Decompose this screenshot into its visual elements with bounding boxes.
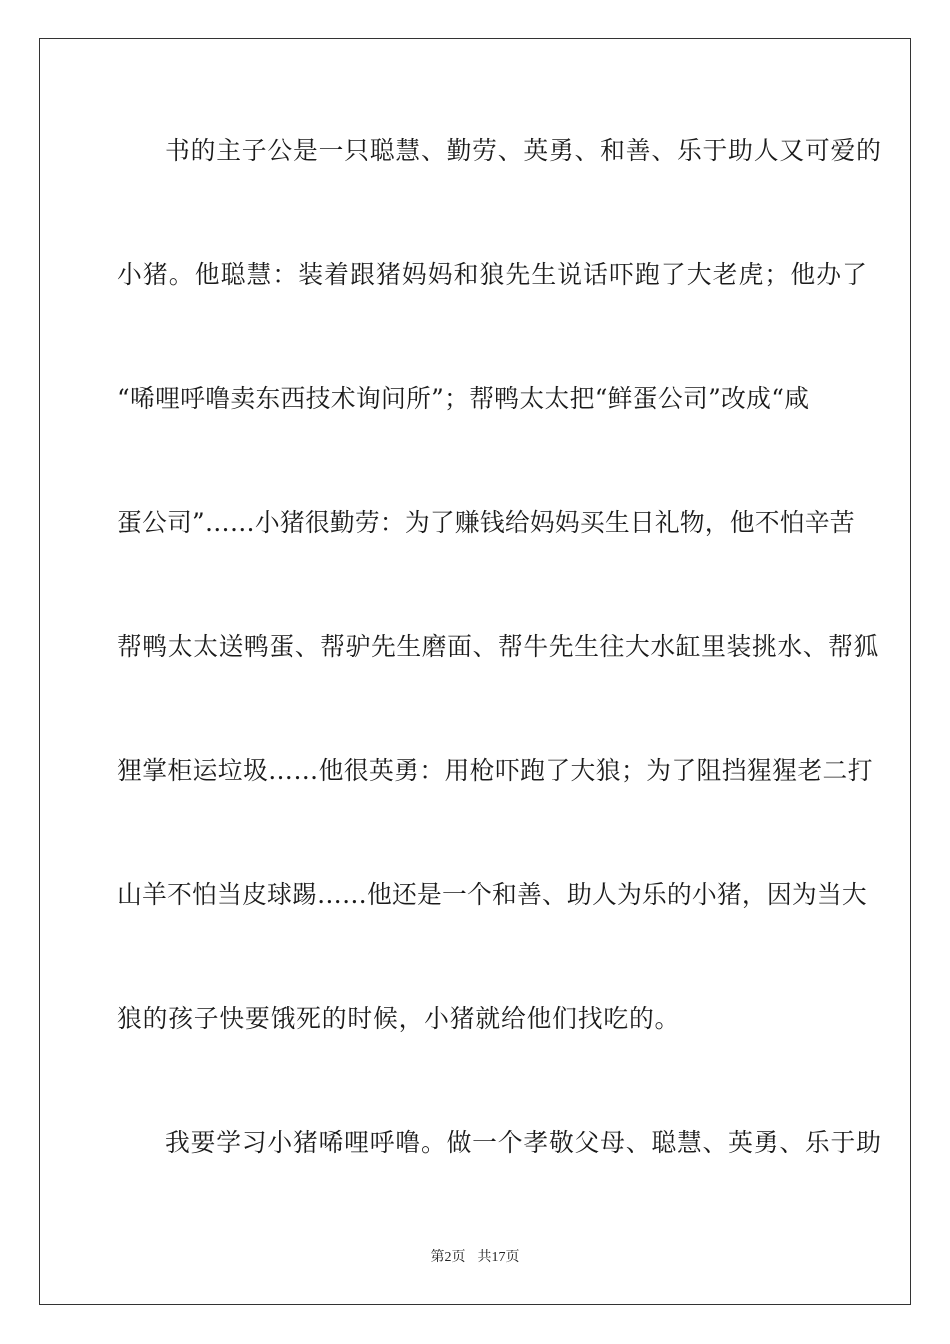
page-number: 第2页 [430, 1250, 466, 1265]
body-text-line-7: 山羊不怕当皮球踢……他还是一个和善、助人为乐的小猪，因为当大 [117, 880, 867, 909]
body-text-line-1: 书的主子公是一只聪慧、勤劳、英勇、和善、乐于助人又可爱的 [165, 136, 882, 165]
body-text-line-4: 蛋公司”……小猪很勤劳：为了赚钱给妈妈买生日礼物，他不怕辛苦 [117, 508, 855, 537]
total-pages: 共17页 [477, 1250, 520, 1265]
body-text-line-8: 狼的孩子快要饿死的时候，小猪就给他们找吃的。 [117, 1004, 681, 1033]
body-text-line-6: 狸掌柜运垃圾……他很英勇：用枪吓跑了大狼；为了阻挡猩猩老二打 [117, 756, 873, 785]
body-text-line-9: 我要学习小猪唏哩呼噜。做一个孝敬父母、聪慧、英勇、乐于助 [165, 1128, 882, 1157]
page-footer [0, 1249, 950, 1267]
body-text-line-5: 帮鸭太太送鸭蛋、帮驴先生磨面、帮牛先生往大水缸里装挑水、帮狐 [117, 632, 879, 661]
page-border [39, 38, 911, 1305]
body-text-line-3: “唏哩呼噜卖东西技术询问所”；帮鸭太太把“鲜蛋公司”改成“咸 [117, 384, 810, 413]
body-text-line-2: 小猪。他聪慧：装着跟猪妈妈和狼先生说话吓跑了大老虎；他办了 [117, 260, 869, 289]
